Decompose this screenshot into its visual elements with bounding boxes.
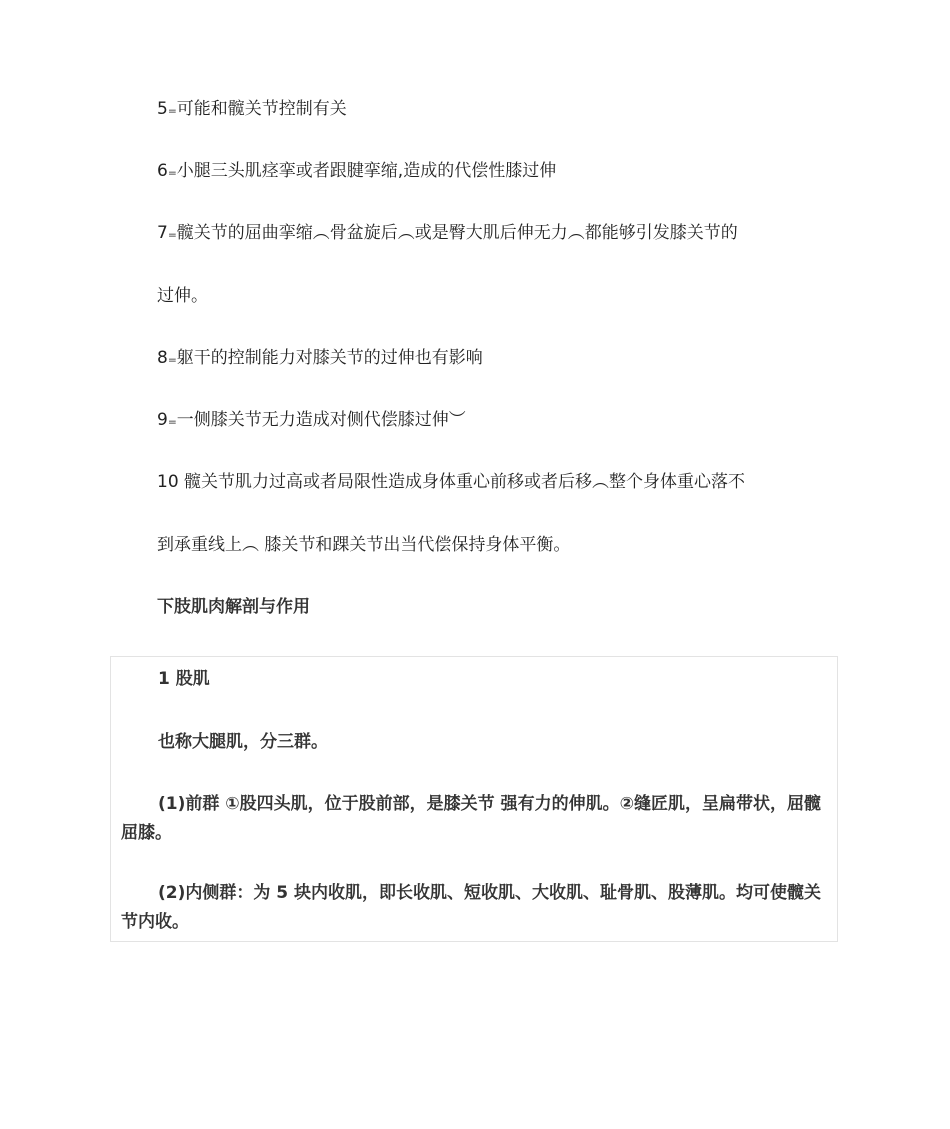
text-line-7: 7₌髋关节的屈曲挛缩︵骨盆旋后︵或是臀大肌后伸无力︵都能够引发膝关节的 [157, 223, 738, 243]
text-line-8: 8₌躯干的控制能力对膝关节的过伸也有影响 [157, 348, 483, 368]
box-paragraph-medial-group: (2)内侧群：为 5 块内收肌，即长收肌、短收肌、大收肌、耻骨肌、股薄肌。均可使髋关节内收。 [121, 883, 822, 932]
content-box [110, 656, 838, 942]
text-line-6: 6₌小腿三头肌痉挛或者跟腱挛缩,造成的代偿性膝过伸 [157, 161, 557, 181]
box-intro: 也称大腿肌，分三群。 [158, 732, 328, 752]
text-line-10: 10 髋关节肌力过高或者局限性造成身体重心前移或者后移︵整个身体重心落不 [157, 472, 746, 492]
box-paragraph-front-group: (1)前群 ①股四头肌，位于股前部，是膝关节 强有力的伸肌。②缝匠肌，呈扁带状，屈髋屈膝。 [121, 794, 821, 843]
text-line-9: 9₌一侧膝关节无力造成对侧代偿膝过伸︶ [157, 410, 466, 430]
text-line-5: 5₌可能和髋关节控制有关 [157, 99, 347, 119]
box-title: 1 股肌 [158, 669, 210, 689]
section-heading: 下肢肌肉解剖与作用 [157, 597, 310, 617]
text-line-7-continued: 过伸。 [157, 286, 208, 306]
text-line-10-continued: 到承重线上︵ 膝关节和踝关节出当代偿保持身体平衡。 [157, 535, 571, 555]
